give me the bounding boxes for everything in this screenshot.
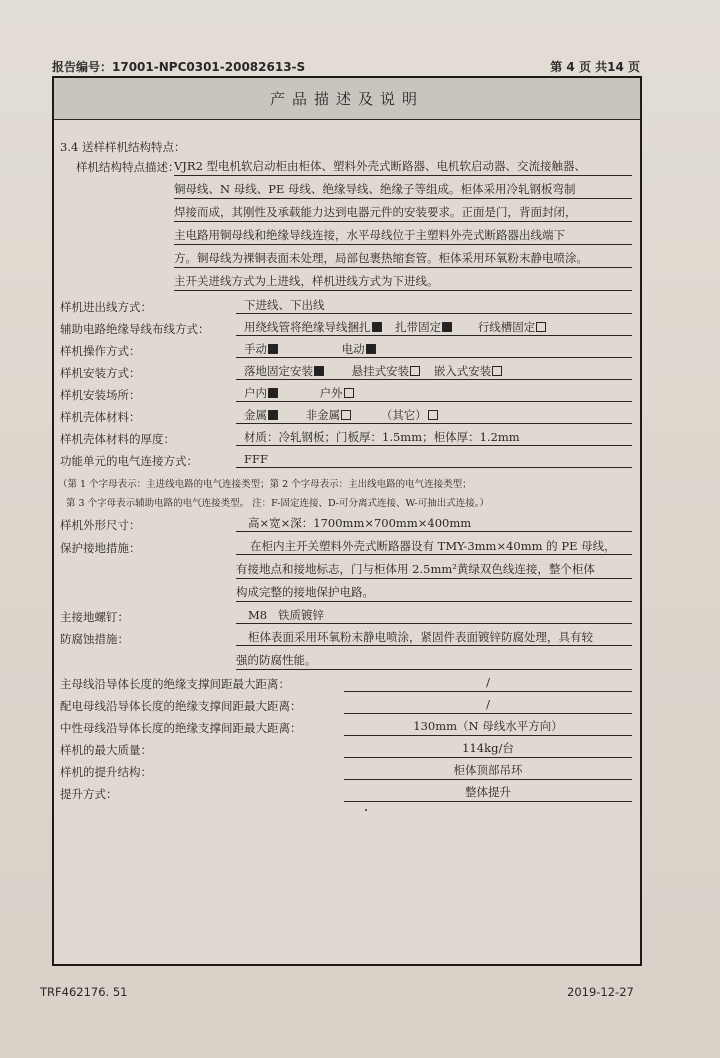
other-label: （其它）: [380, 408, 427, 422]
footer-date: 2019-12-27: [567, 985, 634, 999]
operation-options: [236, 341, 632, 358]
install-embedded-checkbox[interactable]: [492, 366, 502, 376]
main-busbar-support-label: 主母线沿导体长度的绝缘支撑间距最大距离：: [60, 677, 290, 691]
grounding-label: 保护接地措施：: [60, 541, 141, 555]
aux-option-1-label: 用绕线管将绝缘导线捆扎: [244, 320, 371, 334]
aux-option-2-label: 扎带固定: [395, 320, 442, 334]
connection-value: FFF: [236, 451, 632, 468]
operation-electric-checkbox[interactable]: [366, 344, 376, 354]
ground-screw-value: M8 铁质镀锌: [236, 607, 632, 624]
page-info: 第 4 页 共14 页: [550, 60, 640, 74]
ground-screw-label: 主接地螺钉：: [60, 610, 129, 624]
inout-value: 下进线、下出线: [236, 297, 632, 314]
lifting-method-value: 整体提升: [344, 784, 632, 802]
lifting-structure-label: 样机的提升结构：: [60, 765, 152, 779]
dist-busbar-support-label: 配电母线沿导体长度的绝缘支撑间距最大距离：: [60, 699, 302, 713]
install-place-label: 样机安装场所：: [60, 388, 141, 402]
dimensions-label: 样机外形尺寸：: [60, 518, 141, 532]
metal-label: 金属: [244, 408, 267, 422]
install-floor-label: 落地固定安装: [244, 364, 313, 378]
section-heading: 3.4 送样样机结构特点：: [60, 140, 186, 154]
aux-wiring-label: 辅助电路绝缘导线布线方式：: [60, 322, 210, 336]
operation-electric-label: 电动: [341, 342, 365, 356]
section-title: 产品描述及说明: [269, 90, 424, 108]
lifting-method-label: 提升方式：: [60, 787, 118, 801]
install-floor-checkbox[interactable]: [314, 366, 324, 376]
aux-wiring-options: [236, 319, 632, 336]
grounding-line-3: 构成完整的接地保护电路。: [236, 584, 632, 602]
structure-line-6: 主开关进线方式为上进线，样机进线方式为下进线。: [174, 273, 632, 291]
operation-manual-label: 手动: [244, 342, 267, 356]
structure-label: 样机结构特点描述：: [76, 160, 180, 174]
connection-note-2: 第 3 个字母表示辅助电路的电气连接类型。 注：F-固定连接、D-可分离式连接、W-可抽出式连接。）: [66, 498, 490, 509]
document-frame: [52, 76, 642, 966]
nonmetal-label: 非金属: [305, 408, 341, 422]
anticorrosion-line-2: 强的防腐性能。: [236, 652, 632, 670]
connection-note-1: （第 1 个字母表示：主进线电路的电气连接类型；第 2 个字母表示：主出线电路的电气连接类型；: [58, 479, 472, 490]
indoor-checkbox[interactable]: [268, 388, 278, 398]
indoor-label: 户内: [244, 386, 267, 400]
max-mass-label: 样机的最大质量：: [60, 743, 152, 757]
install-embedded-label: 嵌入式安装: [433, 364, 492, 378]
outdoor-label: 户外: [319, 386, 343, 400]
lifting-structure-value: 柜体顶部吊环: [344, 762, 632, 780]
install-method-options: [236, 363, 632, 380]
dimensions-value: 高×宽×深：1700mm×700mm×400mm: [236, 515, 632, 532]
section-content: [54, 119, 640, 964]
structure-line-4: 主电路用铜母线和绝缘导线连接，水平母线位于主塑料外壳式断路器出线端下: [174, 227, 632, 245]
section-title-band: [54, 78, 640, 120]
aux-option-2-checkbox[interactable]: [442, 322, 452, 332]
inout-label: 样机进出线方式：: [60, 300, 152, 314]
operation-label: 样机操作方式：: [60, 344, 141, 358]
outdoor-checkbox[interactable]: [344, 388, 354, 398]
structure-line-5: 方。铜母线为裸铜表面未处理，局部包裹热缩套管。柜体采用环氧粉末静电喷涂。: [174, 250, 632, 268]
enclosure-material-options: [236, 407, 632, 424]
neutral-busbar-support-value: 130mm（N 母线水平方向）: [344, 718, 632, 736]
aux-option-3-checkbox[interactable]: [536, 322, 546, 332]
anticorrosion-label: 防腐蚀措施：: [60, 632, 129, 646]
metal-checkbox[interactable]: [268, 410, 278, 420]
install-place-options: [236, 385, 632, 402]
thickness-label: 样机壳体材料的厚度：: [60, 432, 175, 446]
max-mass-value: 114kg/台: [344, 740, 632, 758]
install-hanging-checkbox[interactable]: [410, 366, 420, 376]
neutral-busbar-support-label: 中性母线沿导体长度的绝缘支撑间距最大距离：: [60, 721, 302, 735]
nonmetal-checkbox[interactable]: [341, 410, 351, 420]
other-checkbox[interactable]: [428, 410, 438, 420]
form-number: TRF462176. 51: [40, 985, 128, 999]
structure-line-2: 铜母线、N 母线、PE 母线、绝缘导线、绝缘子等组成。柜体采用冷轧钢板弯制: [174, 181, 632, 199]
thickness-value: 材质：冷轧钢板；门板厚：1.5mm；柜体厚：1.2mm: [236, 429, 632, 446]
report-number: 报告编号：17001-NPC0301-20082613-S: [52, 60, 306, 74]
operation-manual-checkbox[interactable]: [268, 344, 278, 354]
install-hanging-label: 悬挂式安装: [351, 364, 410, 378]
aux-option-3-label: 行线槽固定: [477, 320, 536, 334]
stray-mark: [365, 809, 367, 811]
dist-busbar-support-value: /: [344, 696, 632, 714]
main-busbar-support-value: /: [344, 674, 632, 692]
structure-line-1: VJR2 型电机软启动柜由柜体、塑料外壳式断路器、电机软启动器、交流接触器、: [174, 158, 632, 176]
enclosure-material-label: 样机壳体材料：: [60, 410, 141, 424]
install-method-label: 样机安装方式：: [60, 366, 141, 380]
grounding-line-2: 有接地点和接地标志，门与柜体用 2.5mm²黄绿双色线连接，整个柜体: [236, 561, 632, 579]
structure-line-3: 焊接而成，其刚性及承载能力达到电器元件的安装要求。正面是门，背面封闭，: [174, 204, 632, 222]
grounding-line-1: 在柜内主开关塑料外壳式断路器设有 TMY-3mm×40mm 的 PE 母线，: [236, 538, 632, 555]
aux-option-1-checkbox[interactable]: [372, 322, 382, 332]
page-header: [52, 58, 640, 74]
connection-label: 功能单元的电气连接方式：: [60, 454, 198, 468]
anticorrosion-line-1: 柜体表面采用环氧粉末静电喷涂，紧固件表面镀锌防腐处理，具有较: [236, 629, 632, 646]
